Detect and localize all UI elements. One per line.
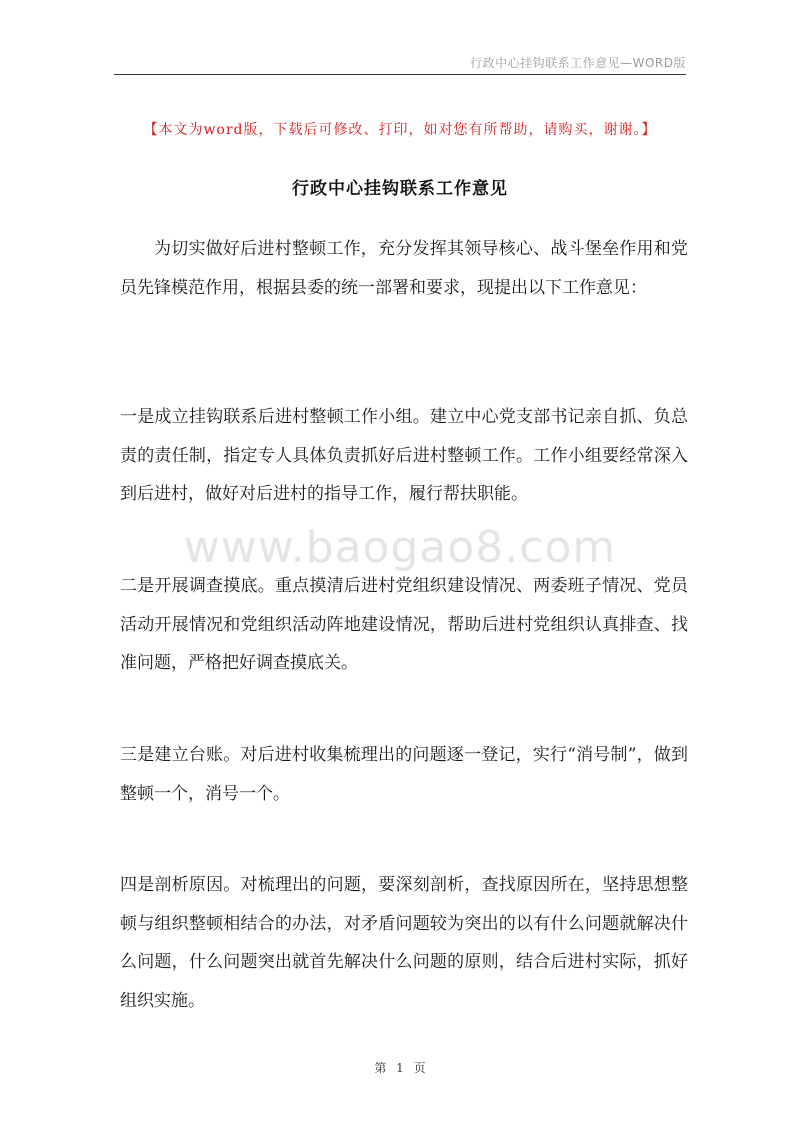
page-label-suffix: 页	[413, 1061, 426, 1075]
watermark: www.baogao8.com	[183, 522, 617, 573]
document-title: 行政中心挂钩联系工作意见	[292, 179, 508, 199]
page-footer	[0, 1059, 800, 1076]
running-header: 行政中心挂钩联系工作意见—WORD版	[470, 56, 686, 70]
paragraph-2: 二是开展调查摸底。重点摸清后进村党组织建设情况、两委班子情况、党员活动开展情况和党组织活动阵地建设情况，帮助后进村党组织认真排查、找准问题，严格把好调查摸底关。	[120, 576, 688, 673]
header-divider	[114, 74, 686, 75]
paragraph-4: 四是剖析原因。对梳理出的问题，要深刻剖析，查找原因所在，坚持思想整顿与组织整顿相结合的办法，对矛盾问题较为突出的以有什么问题就解决什么问题，什么问题突出就首先解决什么问题的原则，结合后进村实际，抓好组织实施。	[120, 875, 688, 1011]
paragraph-1: 一是成立挂钩联系后进村整顿工作小组。建立中心党支部书记亲自抓、负总责的责任制，指定专人具体负责抓好后进村整顿工作。工作小组要经常深入到后进村，做好对后进村的指导工作，履行帮扶职能。	[120, 407, 688, 504]
purchase-notice: 【本文为word版，下载后可修改、打印，如对您有所帮助，请购买，谢谢。】	[143, 122, 657, 138]
page-number: 1	[396, 1061, 404, 1075]
paragraph-3: 三是建立台账。对后进村收集梳理出的问题逐一登记，实行“消号制”，做到整顿一个，消号一个。	[120, 745, 688, 804]
intro-paragraph: 为切实做好后进村整顿工作，充分发挥其领导核心、战斗堡垒作用和党员先锋模范作用，根据县委的统一部署和要求，现提出以下工作意见：	[120, 239, 688, 298]
page-label-prefix: 第	[374, 1061, 387, 1075]
